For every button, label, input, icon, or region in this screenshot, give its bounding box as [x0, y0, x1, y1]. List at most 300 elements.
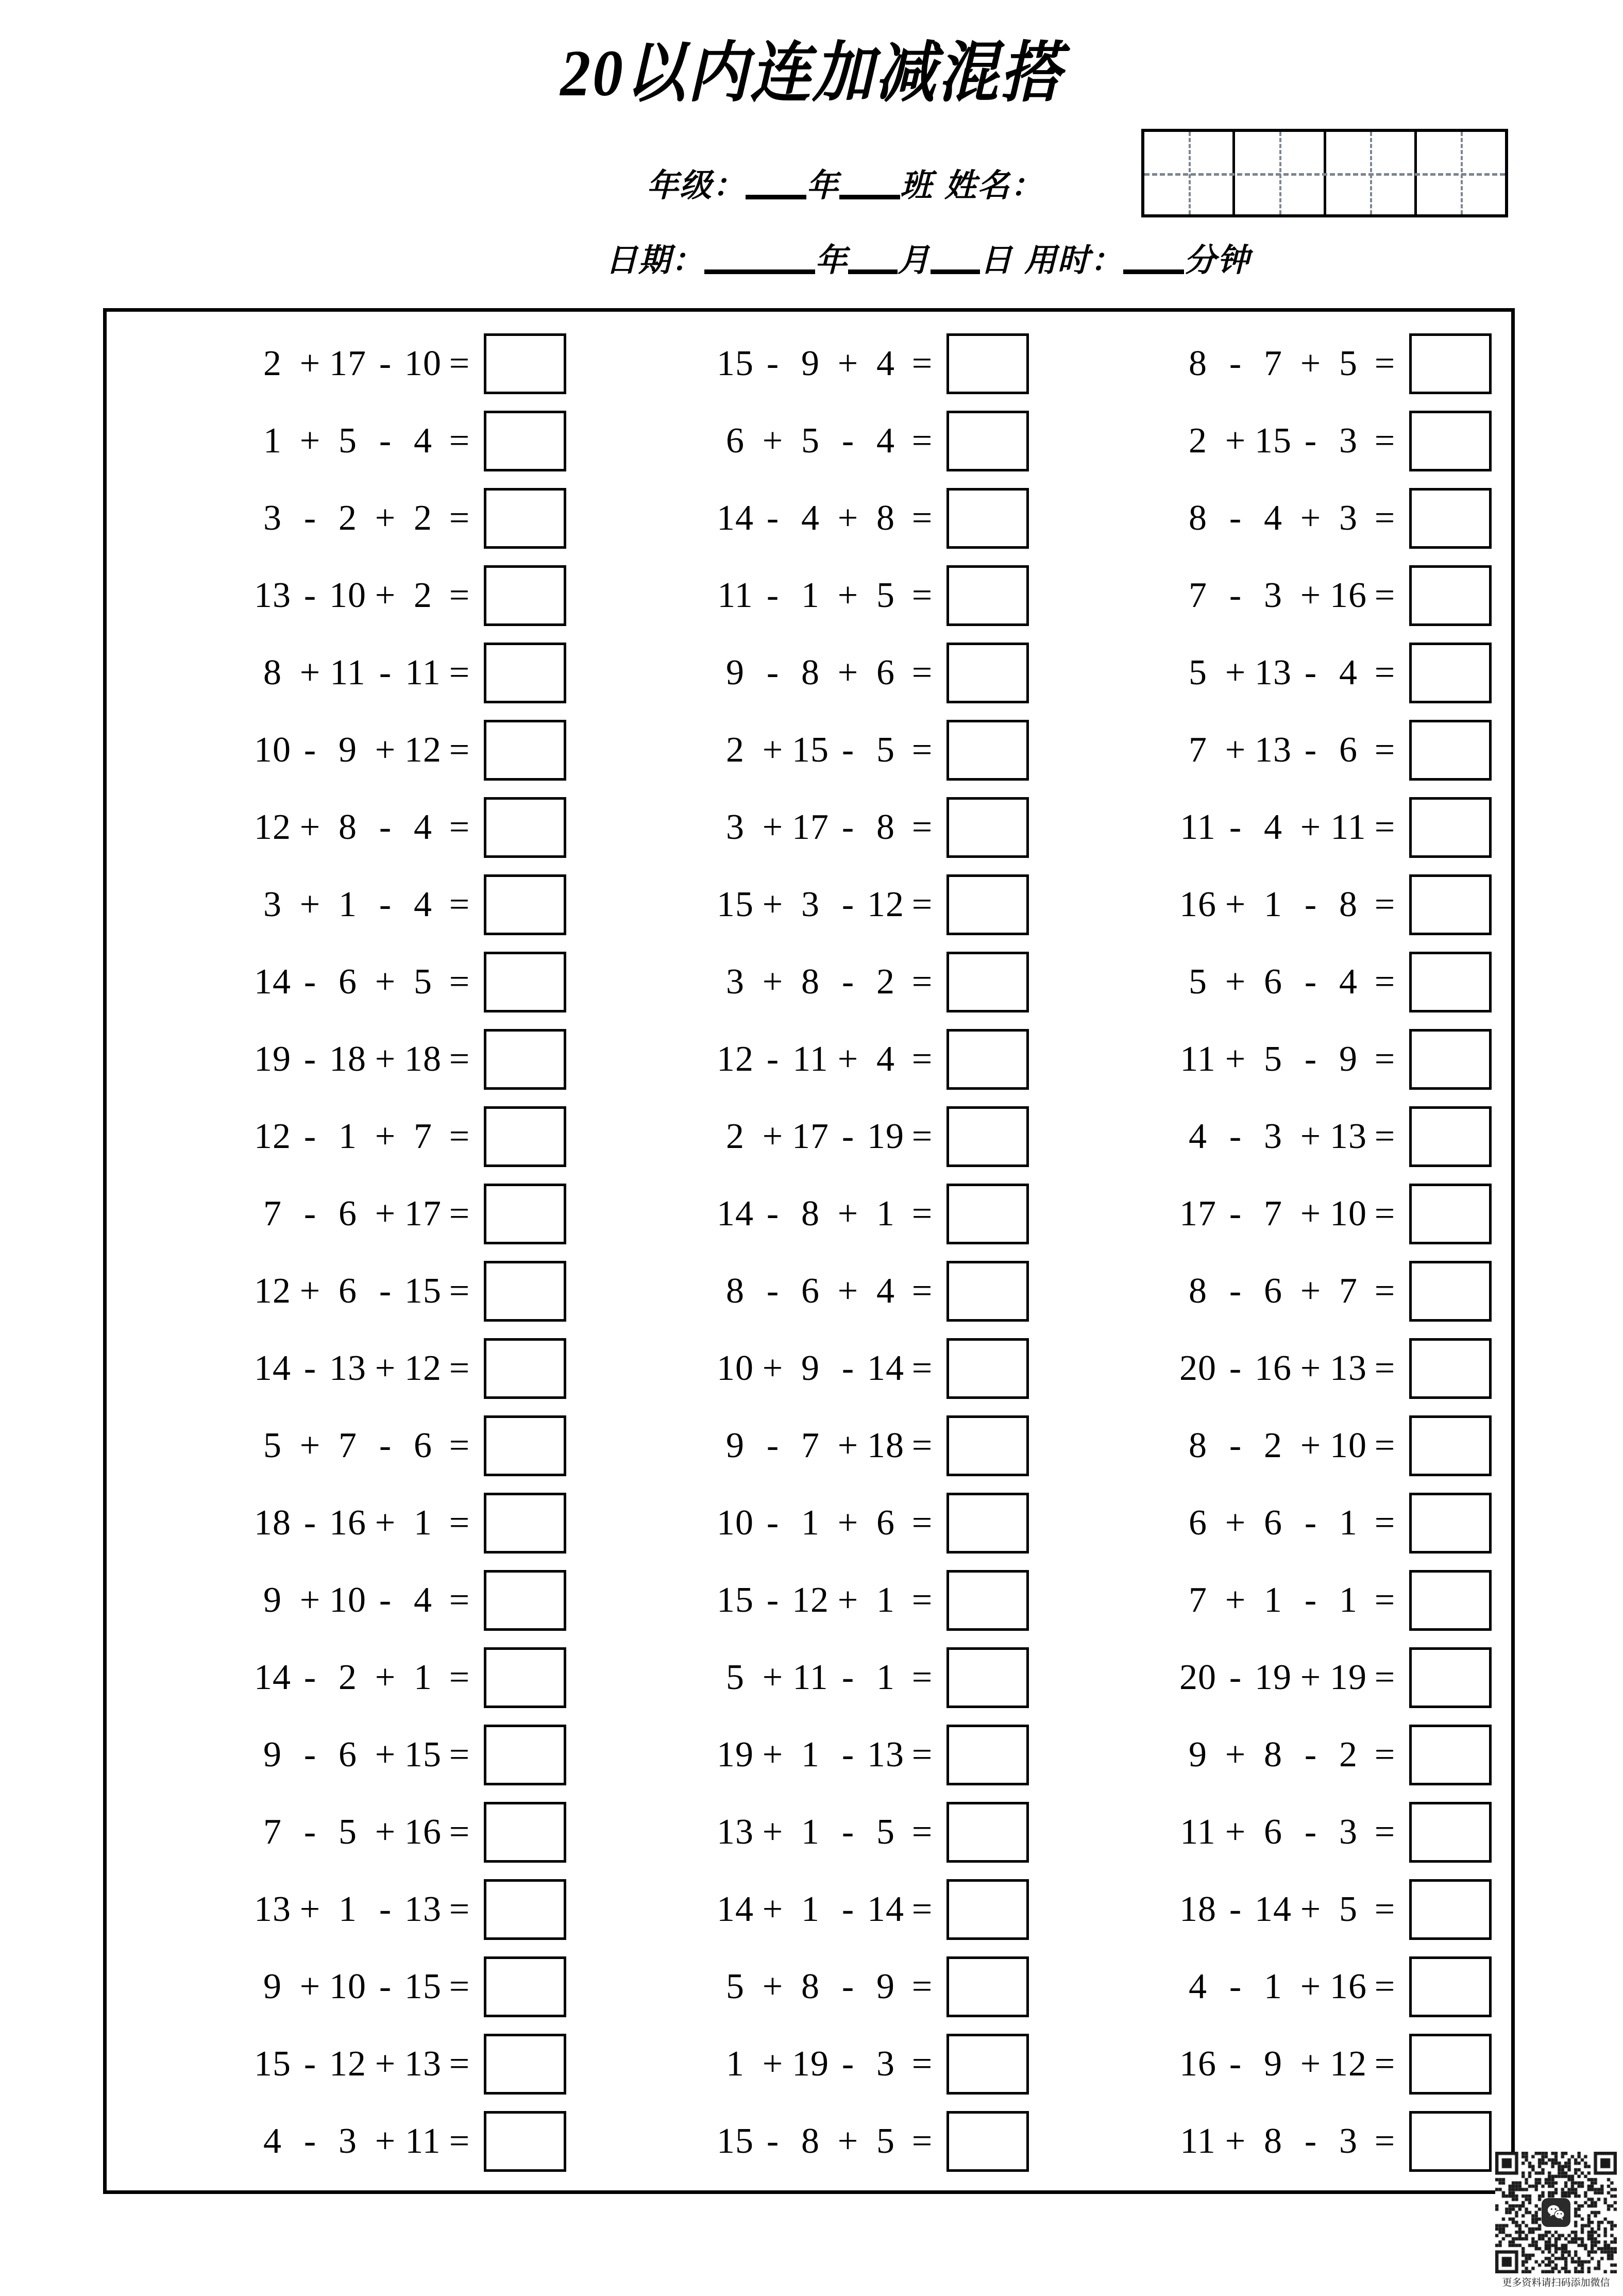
answer-box[interactable]: [484, 488, 566, 549]
problem-row: [115, 1871, 578, 1948]
operator-2: -: [1304, 1735, 1317, 1775]
operator-1: -: [766, 1503, 780, 1543]
operator-2: +: [837, 1503, 859, 1543]
operand-3: 4: [414, 807, 432, 847]
operand-3: 4: [414, 421, 432, 461]
operand-2: 17: [792, 1117, 829, 1156]
answer-box[interactable]: [946, 565, 1029, 626]
problem-expression: [610, 1428, 946, 1464]
operand-1: 3: [263, 498, 282, 538]
operator-2: -: [841, 1117, 855, 1156]
operand-2: 6: [339, 962, 357, 1002]
problem-row: [578, 1484, 1040, 1562]
answer-box[interactable]: [484, 1802, 566, 1863]
operand-2: 17: [792, 807, 829, 847]
answer-box[interactable]: [484, 1725, 566, 1785]
operator-1: +: [762, 2044, 784, 2084]
equals-sign: =: [1374, 653, 1396, 693]
name-grid-cell[interactable]: [1235, 132, 1326, 214]
answer-box[interactable]: [484, 1493, 566, 1554]
operator-1: -: [1229, 1967, 1242, 2006]
equals-sign: =: [1374, 421, 1396, 461]
problem-row: [1040, 1175, 1503, 1253]
answer-box[interactable]: [1409, 1261, 1492, 1322]
operand-2: 10: [329, 576, 366, 615]
operator-1: -: [766, 576, 780, 615]
answer-box[interactable]: [1409, 411, 1492, 471]
operand-2: 8: [801, 962, 820, 1002]
equals-sign: =: [1374, 576, 1396, 615]
answer-box[interactable]: [1409, 2034, 1492, 2095]
operand-2: 13: [1255, 653, 1292, 693]
answer-box[interactable]: [484, 720, 566, 781]
operand-3: 1: [414, 1503, 432, 1543]
operator-1: -: [1229, 498, 1242, 538]
problem-expression: [1072, 732, 1409, 768]
answer-box[interactable]: [484, 1029, 566, 1090]
answer-box[interactable]: [946, 2034, 1029, 2095]
answer-box[interactable]: [484, 565, 566, 626]
operand-3: 1: [414, 1658, 432, 1697]
problem-row: [1040, 1794, 1503, 1871]
problem-row: [115, 1330, 578, 1407]
operand-2: 13: [1255, 730, 1292, 770]
operator-2: +: [375, 1812, 396, 1852]
answer-box[interactable]: [484, 797, 566, 858]
operator-1: +: [1225, 653, 1246, 693]
answer-box[interactable]: [1409, 1725, 1492, 1785]
operand-2: 17: [329, 344, 366, 383]
answer-box[interactable]: [484, 1184, 566, 1244]
equals-sign: =: [1374, 1271, 1396, 1311]
problem-row: [578, 1562, 1040, 1639]
problem-row: [115, 1021, 578, 1098]
problem-row: [1040, 2103, 1503, 2180]
date-day-blank[interactable]: [931, 269, 980, 274]
operand-3: 1: [1339, 1580, 1358, 1620]
operand-2: 12: [792, 1580, 829, 1620]
answer-box[interactable]: [484, 1647, 566, 1708]
operand-1: 17: [1179, 1194, 1216, 1234]
equals-sign: =: [449, 1426, 470, 1465]
problem-row: [115, 1639, 578, 1716]
equals-sign: =: [449, 730, 470, 770]
answer-box[interactable]: [484, 411, 566, 471]
problem-row: [1040, 1871, 1503, 1948]
answer-box[interactable]: [946, 488, 1029, 549]
equals-sign: =: [449, 653, 470, 693]
answer-box[interactable]: [484, 1879, 566, 1940]
operator-2: +: [375, 1735, 396, 1775]
answer-box[interactable]: [1409, 1802, 1492, 1863]
operator-1: +: [299, 653, 321, 693]
operand-3: 11: [405, 2121, 441, 2161]
problem-expression: [147, 578, 484, 614]
equals-sign: =: [1374, 1889, 1396, 1929]
operator-1: +: [762, 962, 784, 1002]
answer-box[interactable]: [946, 720, 1029, 781]
equals-sign: =: [1374, 1812, 1396, 1852]
operand-1: 8: [1189, 1271, 1207, 1311]
problem-expression: [610, 964, 946, 1000]
equals-sign: =: [911, 1658, 933, 1697]
operator-2: -: [841, 730, 855, 770]
operator-2: +: [1300, 576, 1322, 615]
problem-expression: [1072, 1814, 1409, 1850]
operator-1: -: [303, 1735, 317, 1775]
answer-box[interactable]: [946, 643, 1029, 703]
answer-box[interactable]: [946, 874, 1029, 935]
operand-2: 8: [801, 2121, 820, 2161]
operand-3: 15: [404, 1271, 442, 1311]
answer-box[interactable]: [946, 1338, 1029, 1399]
operator-2: -: [379, 1889, 392, 1929]
equals-sign: =: [449, 962, 470, 1002]
equals-sign: =: [911, 1735, 933, 1775]
operand-2: 18: [329, 1039, 366, 1079]
operand-1: 16: [1179, 885, 1216, 924]
operator-2: -: [379, 344, 392, 383]
answer-box[interactable]: [1409, 952, 1492, 1012]
operand-3: 16: [1330, 1967, 1367, 2006]
equals-sign: =: [1374, 730, 1396, 770]
operand-2: 9: [339, 730, 357, 770]
answer-box[interactable]: [1409, 1184, 1492, 1244]
problem-expression: [147, 1814, 484, 1850]
answer-box[interactable]: [1409, 1029, 1492, 1090]
problem-row: [115, 1562, 578, 1639]
answer-box[interactable]: [1409, 1106, 1492, 1167]
operand-3: 5: [414, 962, 432, 1002]
operand-2: 15: [792, 730, 829, 770]
equals-sign: =: [449, 1812, 470, 1852]
answer-box[interactable]: [484, 1570, 566, 1631]
grade-unit-class: 班: [900, 168, 934, 204]
operand-3: 3: [876, 2044, 895, 2084]
operator-2: +: [837, 653, 859, 693]
answer-box[interactable]: [484, 643, 566, 703]
problem-row: [1040, 1716, 1503, 1794]
problem-row: [578, 402, 1040, 480]
problem-expression: [610, 1196, 946, 1232]
problem-row: [1040, 325, 1503, 402]
problem-expression: [610, 1119, 946, 1155]
operand-3: 8: [876, 807, 895, 847]
answer-box[interactable]: [484, 874, 566, 935]
operand-1: 8: [1189, 344, 1207, 383]
operand-3: 3: [1339, 2121, 1358, 2161]
equals-sign: =: [1374, 1967, 1396, 2006]
operand-3: 9: [1339, 1039, 1358, 1079]
operator-1: +: [299, 421, 321, 461]
operator-1: +: [1225, 730, 1246, 770]
problem-row: [115, 1407, 578, 1484]
answer-box[interactable]: [484, 2111, 566, 2172]
answer-box[interactable]: [1409, 643, 1492, 703]
operand-2: 9: [801, 1348, 820, 1388]
operand-1: 7: [263, 1194, 282, 1234]
answer-box[interactable]: [1409, 1956, 1492, 2017]
operand-2: 1: [339, 1889, 357, 1929]
operand-3: 7: [414, 1117, 432, 1156]
problem-expression: [1072, 1119, 1409, 1155]
operator-1: +: [1225, 421, 1246, 461]
answer-box[interactable]: [484, 1261, 566, 1322]
answer-box[interactable]: [484, 333, 566, 394]
answer-box[interactable]: [1409, 797, 1492, 858]
operand-2: 1: [801, 1503, 820, 1543]
grade-unit-year: 年: [806, 168, 840, 204]
answer-box[interactable]: [1409, 1415, 1492, 1476]
operand-1: 15: [717, 2121, 754, 2161]
operand-1: 14: [717, 1889, 754, 1929]
problem-row: [578, 789, 1040, 866]
operand-3: 5: [876, 1812, 895, 1852]
problem-row: [1040, 2025, 1503, 2103]
operand-3: 16: [404, 1812, 442, 1852]
operand-3: 13: [404, 2044, 442, 2084]
answer-box[interactable]: [946, 1802, 1029, 1863]
answer-box[interactable]: [484, 1106, 566, 1167]
operator-1: +: [1225, 1735, 1246, 1775]
operator-1: -: [303, 962, 317, 1002]
problem-row: [115, 634, 578, 712]
answer-box[interactable]: [1409, 1493, 1492, 1554]
operand-3: 8: [1339, 885, 1358, 924]
answer-box[interactable]: [946, 1184, 1029, 1244]
answer-box[interactable]: [484, 952, 566, 1012]
problem-column-3: [1040, 325, 1503, 2180]
operator-1: -: [303, 576, 317, 615]
equals-sign: =: [449, 344, 470, 383]
operand-2: 4: [1264, 807, 1282, 847]
equals-sign: =: [911, 1039, 933, 1079]
answer-box[interactable]: [946, 797, 1029, 858]
problem-expression: [147, 1273, 484, 1309]
operator-1: -: [1229, 1194, 1242, 1234]
answer-box[interactable]: [484, 1956, 566, 2017]
equals-sign: =: [911, 2044, 933, 2084]
answer-box[interactable]: [946, 2111, 1029, 2172]
operator-1: +: [299, 885, 321, 924]
operator-2: -: [1304, 885, 1317, 924]
problem-row: [578, 712, 1040, 789]
problem-row: [1040, 402, 1503, 480]
operator-2: -: [379, 1967, 392, 2006]
name-grid-cell[interactable]: [1417, 132, 1505, 214]
name-grid-cell[interactable]: [1326, 132, 1417, 214]
operand-2: 15: [1255, 421, 1292, 461]
class-blank[interactable]: [839, 195, 900, 199]
operand-1: 9: [263, 1735, 282, 1775]
operand-2: 16: [1255, 1348, 1292, 1388]
operand-1: 11: [1180, 2121, 1216, 2161]
operand-3: 9: [876, 1967, 895, 2006]
problem-expression: [610, 346, 946, 382]
answer-box[interactable]: [946, 1725, 1029, 1785]
equals-sign: =: [911, 344, 933, 383]
problem-row: [115, 2103, 578, 2180]
answer-box[interactable]: [946, 1493, 1029, 1554]
equals-sign: =: [449, 1967, 470, 2006]
qr-code[interactable]: [1495, 2152, 1617, 2273]
date-year-blank[interactable]: [704, 269, 815, 274]
answer-box[interactable]: [484, 1338, 566, 1399]
operand-1: 20: [1179, 1348, 1216, 1388]
name-grid-cell[interactable]: [1144, 132, 1235, 214]
operand-3: 14: [867, 1348, 904, 1388]
operator-2: -: [841, 807, 855, 847]
operator-1: -: [766, 2121, 780, 2161]
problem-expression: [1072, 1505, 1409, 1541]
operator-2: -: [379, 1271, 392, 1311]
answer-box[interactable]: [946, 1570, 1029, 1631]
operator-2: +: [375, 1503, 396, 1543]
problem-row: [115, 943, 578, 1021]
operand-1: 4: [1189, 1117, 1207, 1156]
operand-3: 2: [414, 498, 432, 538]
operator-2: +: [1300, 1658, 1322, 1697]
operator-1: +: [299, 1889, 321, 1929]
operand-3: 15: [404, 1735, 442, 1775]
problem-expression: [1072, 1273, 1409, 1309]
operand-3: 6: [1339, 730, 1358, 770]
wechat-logo-icon: [1542, 2198, 1570, 2227]
operand-2: 8: [801, 1967, 820, 2006]
operator-1: -: [766, 1194, 780, 1234]
problem-row: [1040, 634, 1503, 712]
operand-2: 1: [1264, 1967, 1282, 2006]
answer-box[interactable]: [1409, 333, 1492, 394]
operator-2: -: [1304, 1580, 1317, 1620]
operand-3: 17: [404, 1194, 442, 1234]
problem-expression: [147, 423, 484, 459]
answer-box[interactable]: [1409, 565, 1492, 626]
problem-row: [578, 943, 1040, 1021]
equals-sign: =: [1374, 1580, 1396, 1620]
problem-expression: [1072, 1196, 1409, 1232]
operand-1: 2: [263, 344, 282, 383]
operator-2: +: [375, 1658, 396, 1697]
problem-expression: [1072, 500, 1409, 536]
problem-row: [578, 1639, 1040, 1716]
problem-expression: [610, 423, 946, 459]
equals-sign: =: [911, 498, 933, 538]
answer-box[interactable]: [1409, 2111, 1492, 2172]
problem-row: [578, 866, 1040, 943]
operand-2: 8: [801, 1194, 820, 1234]
operand-3: 1: [1339, 1503, 1358, 1543]
name-grid[interactable]: [1141, 129, 1508, 217]
equals-sign: =: [911, 962, 933, 1002]
equals-sign: =: [1374, 1503, 1396, 1543]
date-month-blank[interactable]: [848, 269, 898, 274]
operator-2: +: [1300, 498, 1322, 538]
operand-2: 6: [339, 1271, 357, 1311]
operator-2: +: [837, 498, 859, 538]
answer-box[interactable]: [946, 1261, 1029, 1322]
equals-sign: =: [449, 2121, 470, 2161]
answer-box[interactable]: [1409, 1879, 1492, 1940]
operand-2: 1: [339, 885, 357, 924]
operand-1: 19: [254, 1039, 291, 1079]
operand-2: 8: [339, 807, 357, 847]
operator-1: -: [766, 653, 780, 693]
answer-box[interactable]: [484, 1415, 566, 1476]
answer-box[interactable]: [946, 1029, 1029, 1090]
answer-box[interactable]: [946, 1647, 1029, 1708]
answer-box[interactable]: [1409, 488, 1492, 549]
operator-2: -: [1304, 1039, 1317, 1079]
operator-1: -: [766, 1271, 780, 1311]
problem-row: [115, 2025, 578, 2103]
answer-box[interactable]: [946, 411, 1029, 471]
operand-3: 3: [1339, 498, 1358, 538]
problem-expression: [147, 1041, 484, 1077]
answer-box[interactable]: [1409, 720, 1492, 781]
answer-box[interactable]: [1409, 874, 1492, 935]
answer-box[interactable]: [946, 1106, 1029, 1167]
problem-expression: [1072, 1350, 1409, 1387]
problem-row: [115, 1253, 578, 1330]
operator-2: -: [379, 653, 392, 693]
operator-2: -: [841, 421, 855, 461]
operator-1: +: [299, 1271, 321, 1311]
answer-box[interactable]: [1409, 1338, 1492, 1399]
operator-1: +: [299, 1580, 321, 1620]
answer-box[interactable]: [946, 1956, 1029, 2017]
operand-2: 5: [339, 1812, 357, 1852]
problem-row: [1040, 557, 1503, 634]
operand-1: 1: [726, 2044, 745, 2084]
operator-2: -: [841, 1658, 855, 1697]
operator-1: +: [762, 1967, 784, 2006]
answer-box[interactable]: [1409, 1570, 1492, 1631]
operand-3: 12: [867, 885, 904, 924]
operand-1: 14: [254, 962, 291, 1002]
problem-row: [578, 1948, 1040, 2025]
operand-1: 12: [254, 1271, 291, 1311]
operator-1: -: [766, 1039, 780, 1079]
problem-row: [578, 1330, 1040, 1407]
answer-box[interactable]: [946, 333, 1029, 394]
operator-1: +: [299, 344, 321, 383]
operand-1: 12: [717, 1039, 754, 1079]
answer-box[interactable]: [946, 1879, 1029, 1940]
operator-2: -: [1304, 653, 1317, 693]
answer-box[interactable]: [946, 952, 1029, 1012]
equals-sign: =: [449, 1580, 470, 1620]
problem-expression: [147, 1737, 484, 1773]
operand-1: 7: [1189, 730, 1207, 770]
problem-expression: [147, 1505, 484, 1541]
operand-2: 6: [1264, 1271, 1282, 1311]
operand-3: 6: [876, 653, 895, 693]
operator-2: +: [837, 1580, 859, 1620]
operator-1: -: [303, 1503, 317, 1543]
operator-2: +: [837, 1194, 859, 1234]
operand-3: 19: [867, 1117, 904, 1156]
grade-blank[interactable]: [746, 195, 806, 199]
operator-1: -: [1229, 2044, 1242, 2084]
problem-expression: [1072, 1737, 1409, 1773]
answer-box[interactable]: [1409, 1647, 1492, 1708]
problem-expression: [1072, 887, 1409, 923]
answer-box[interactable]: [484, 2034, 566, 2095]
time-used-blank[interactable]: [1123, 269, 1184, 274]
date-time-line: [605, 245, 1250, 277]
answer-box[interactable]: [946, 1415, 1029, 1476]
